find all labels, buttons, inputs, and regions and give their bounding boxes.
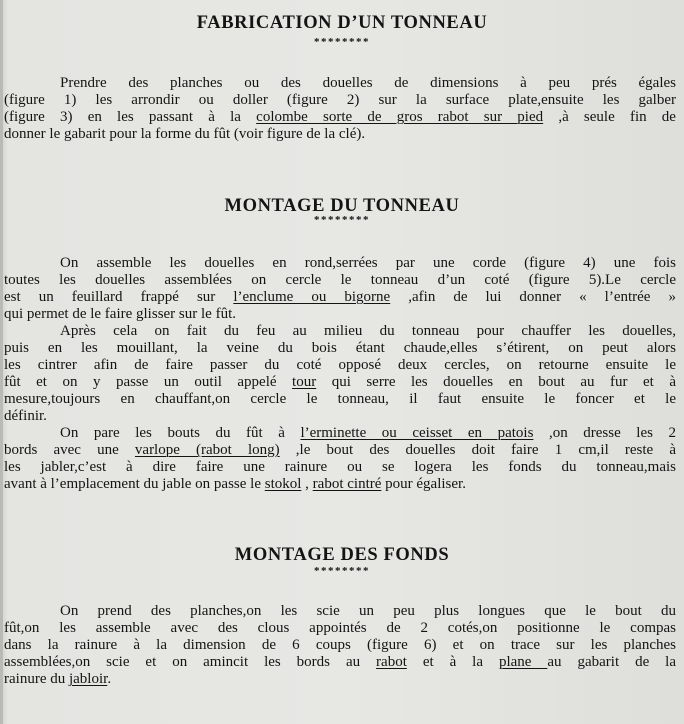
text-line: toutes les douelles assemblées on cercle le tonneau d’un coté (figure 5).Le cercle [4, 272, 676, 288]
page-edge-shadow [0, 0, 3, 724]
underlined-term: jabloir [68, 671, 108, 687]
underlined-term: l’enclume ou bigorne [233, 289, 391, 305]
underlined-term: varlope (rabot long) [134, 442, 280, 458]
text-line: Après cela on fait du feu au milieu du tonneau pour chauffer les douelles, [60, 323, 676, 339]
section-stars-montage-fonds: ******** [314, 565, 370, 577]
text-line: fût,on les assemble avec des clous appointés de 2 cotés,on positionne le compas [4, 620, 676, 636]
text-line: bords avec une varlope (rabot long) ,le bout des douelles doit faire 1 cm,il reste à [4, 442, 676, 458]
section-title-fabrication: FABRICATION D’UN TONNEAU [196, 13, 488, 33]
text-line: est un feuillard frappé sur l’enclume ou bigorne ,afin de lui donner « l’entrée » [4, 289, 676, 305]
underlined-term: tour [292, 374, 317, 390]
text-line: les cintrer afin de faire passer du coté opposé deux cercles, on retourne ensuite le [4, 357, 676, 373]
underlined-term: rabot [376, 654, 407, 670]
text-line: Prendre des planches ou des douelles de dimensions à peu prés égales [60, 75, 676, 91]
text-line: On prend des planches,on les scie un peu plus longues que le bout du [60, 603, 676, 619]
text-line: dans la rainure à la dimension de 6 coups (figure 6) et on trace sur les planches [4, 637, 676, 653]
text-line: On assemble les douelles en rond,serrées par une corde (figure 4) une fois [60, 255, 676, 271]
text-line: rainure du jabloir. [4, 671, 112, 687]
underlined-term: plane [498, 654, 548, 670]
underlined-term: l’erminette ou ceisset en patois [300, 425, 534, 441]
text-line: définir. [4, 408, 47, 424]
text-line: puis en les mouillant, la veine du bois étant chaude,elles s’étirent, on peut alors [4, 340, 676, 356]
paragraph-montage-tonneau [4, 255, 676, 493]
paragraph-montage-fonds [4, 603, 676, 688]
paragraph-fabrication [4, 75, 676, 143]
text-line: les jabler,c’est à dire faire une rainure ou se logera les fonds du tonneau,mais [4, 459, 676, 475]
section-title-montage-tonneau: MONTAGE DU TONNEAU [224, 196, 460, 216]
underlined-term: stokol [264, 476, 302, 492]
text-line: avant à l’emplacement du jable on passe le stokol , rabot cintré pour égaliser. [4, 476, 466, 492]
text-line: (figure 1) les arrondir ou doller (figure 2) sur la surface plate,ensuite les galber [4, 92, 676, 108]
text-line: mesure,toujours en chauffant,on cercle le tonneau, il faut ensuite le foncer et le [4, 391, 676, 407]
text-line: (figure 3) en les passant à la colombe sorte de gros rabot sur pied ,à seule fin de [4, 109, 676, 125]
section-stars-fabrication: ******** [314, 36, 370, 48]
text-line: qui permet de le faire glisser sur le fût. [4, 306, 237, 322]
text-line: assemblées,on scie et on amincit les bords au rabot et à la plane au gabarit de la [4, 654, 676, 670]
text-line: fût et on y passe un outil appelé tour qui serre les douelles en bout au fur et à [4, 374, 676, 390]
underlined-term: rabot cintré [312, 476, 382, 492]
text-line: donner le gabarit pour la forme du fût (voir figure de la clé). [4, 126, 366, 142]
section-title-montage-fonds: MONTAGE DES FONDS [234, 545, 450, 565]
underlined-term: colombe sorte de gros rabot sur pied [256, 109, 544, 125]
text-line: On pare les bouts du fût à l’erminette ou ceisset en patois ,on dresse les 2 [60, 425, 676, 441]
section-stars-montage-tonneau: ******** [314, 214, 370, 226]
